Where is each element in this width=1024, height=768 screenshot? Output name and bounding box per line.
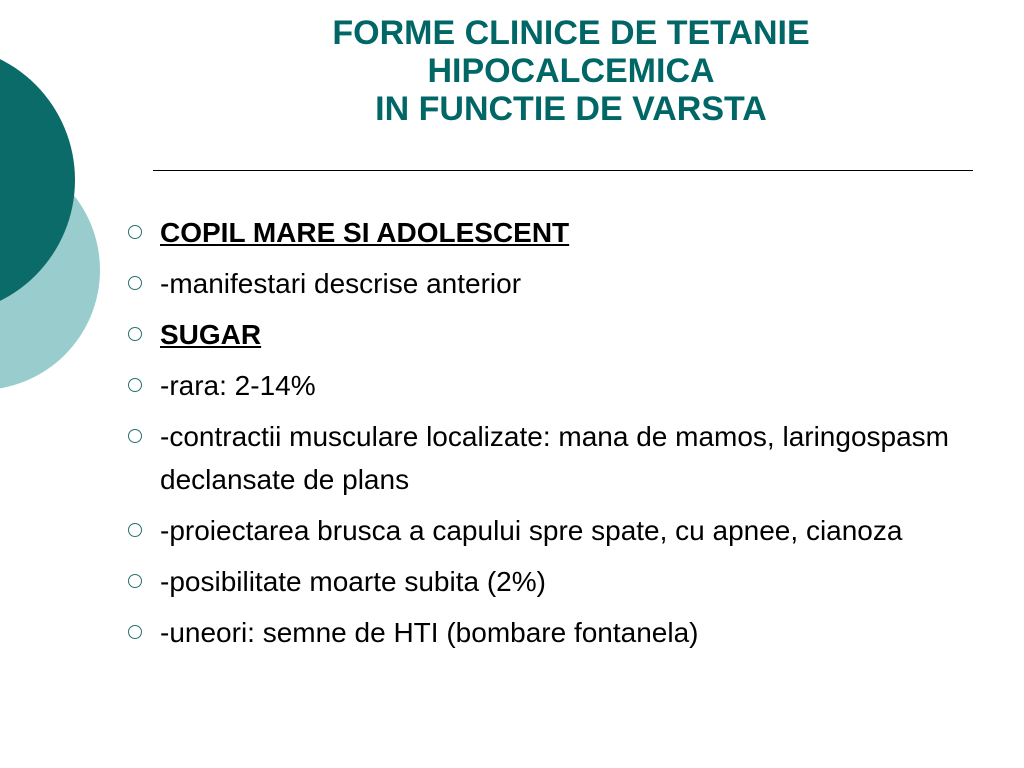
bullet-item (124, 415, 964, 501)
title-line-2: HIPOCALCEMICA (427, 52, 715, 90)
bullet-circle-icon (128, 429, 142, 443)
bullet-list (124, 211, 964, 662)
title-line-1: FORME CLINICE DE TETANIE (332, 14, 810, 52)
bullet-circle-icon (128, 625, 142, 639)
bullet-circle-icon (128, 327, 142, 341)
bullet-item (124, 611, 964, 654)
title-divider (153, 170, 973, 171)
light-teal-circle (0, 150, 100, 390)
bullet-circle-icon (128, 574, 142, 588)
bullet-text: SUGAR (160, 319, 262, 350)
bullet-text: -uneori: semne de HTI (bombare fontanela) (160, 617, 699, 648)
bullet-item (124, 364, 964, 407)
bullet-item (124, 211, 964, 254)
slide-title (150, 14, 992, 128)
dark-teal-circle (0, 45, 75, 315)
bullet-circle-icon (128, 225, 142, 239)
bullet-item (124, 313, 964, 356)
bullet-text: -rara: 2-14% (160, 370, 316, 401)
bullet-circle-icon (128, 523, 142, 537)
bullet-item (124, 509, 964, 552)
bullet-item (124, 262, 964, 305)
bullet-item (124, 560, 964, 603)
bullet-circle-icon (128, 378, 142, 392)
bullet-text: COPIL MARE SI ADOLESCENT (160, 217, 570, 248)
title-line-3: IN FUNCTIE DE VARSTA (375, 90, 767, 128)
bullet-circle-icon (128, 276, 142, 290)
bullet-text: -proiectarea brusca a capului spre spate, cu apnee, cianoza (160, 515, 903, 546)
bullet-text: -contractii musculare localizate: mana de mamos, laringospasm declansate de plans (160, 421, 949, 495)
bullet-text: -manifestari descrise anterior (160, 268, 522, 299)
bullet-text: -posibilitate moarte subita (2%) (160, 566, 546, 597)
